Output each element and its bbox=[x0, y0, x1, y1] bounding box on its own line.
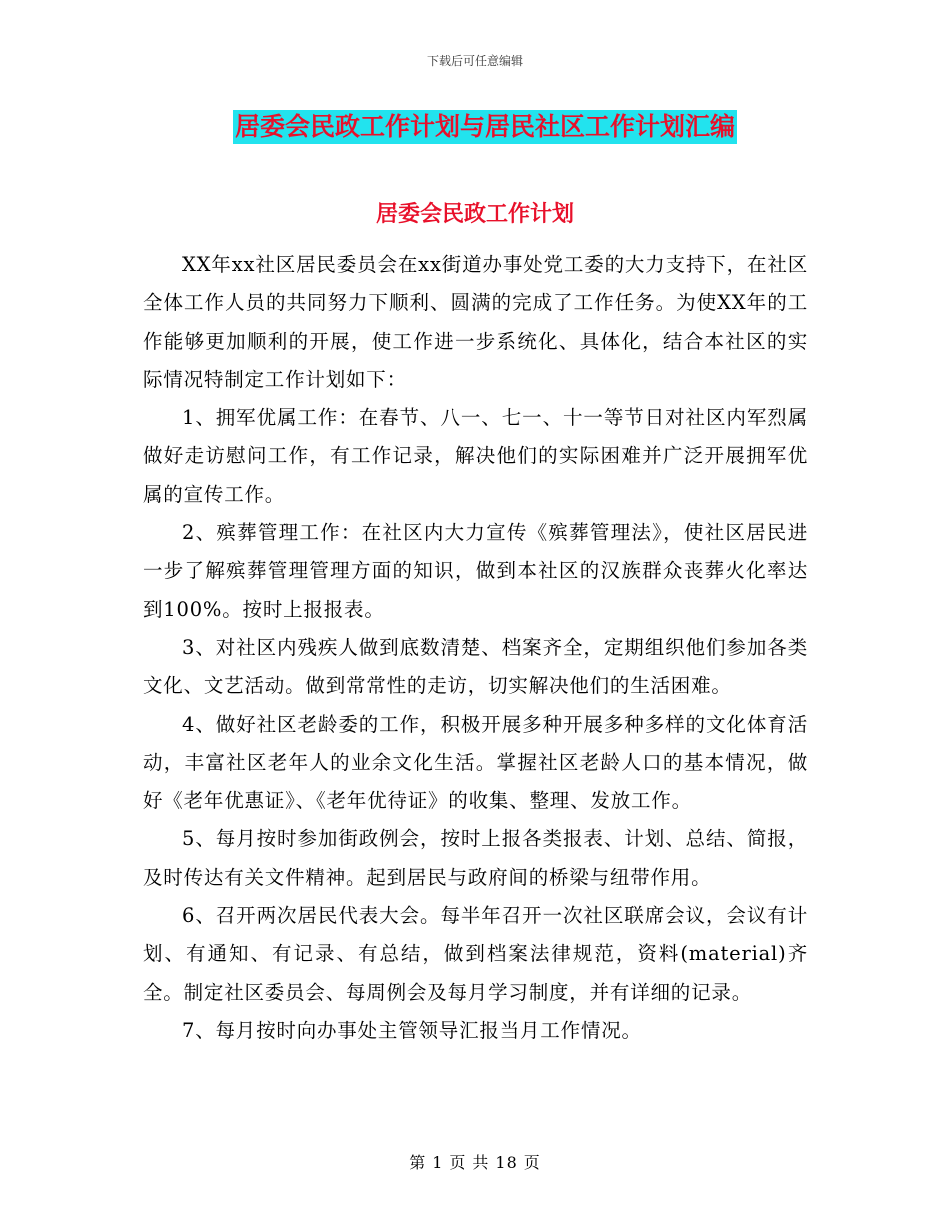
footer-total-unit: 页 bbox=[523, 1153, 541, 1172]
item-paragraph-1: 1、拥军优属工作：在春节、八一、七一、十一等节日对社区内军烈属做好走访慰问工作，有工作记录，解决他们的实际困难并广泛开展拥军优属的宣传工作。 bbox=[143, 406, 808, 506]
item-paragraph-2: 2、殡葬管理工作：在社区内大力宣传《殡葬管理法》，使社区居民进一步了解殡葬管理管理方面的知识，做到本社区的汉族群众丧葬火化率达到100%。按时上报报表。 bbox=[143, 521, 808, 621]
header-note: 下载后可任意编辑 bbox=[426, 54, 523, 68]
item-paragraph-5: 5、每月按时参加街政例会，按时上报各类报表、计划、总结、简报，及时传达有关文件精神。起到居民与政府间的桥梁与纽带作用。 bbox=[143, 827, 808, 889]
item-paragraph-7: 7、每月按时向办事处主管领导汇报当月工作情况。 bbox=[182, 1018, 642, 1042]
footer-current-page: 1 bbox=[432, 1153, 444, 1172]
footer-total-label: 共 bbox=[472, 1153, 490, 1172]
document-title: 居委会民政工作计划与居民社区工作计划汇编 bbox=[233, 110, 737, 144]
footer-total-pages: 18 bbox=[495, 1153, 518, 1172]
document-body bbox=[143, 246, 808, 1050]
section-title: 居委会民政工作计划 bbox=[375, 202, 574, 227]
intro-paragraph: XX年xx社区居民委员会在xx街道办事处党工委的大力支持下，在社区全体工作人员的共同努力下顺利、圆满的完成了工作任务。为使XX年的工作能够更加顺利的开展，使工作进一步系统化、具体化，结合本社区的实际情况特制定工作计划如下： bbox=[143, 253, 808, 391]
footer-page-unit: 页 bbox=[449, 1153, 467, 1172]
footer-page-label: 第 bbox=[409, 1153, 427, 1172]
item-paragraph-4: 4、做好社区老龄委的工作，积极开展多种开展多种多样的文化体育活动，丰富社区老年人的业余文化生活。掌握社区老龄人口的基本情况，做好《老年优惠证》、《老年优待证》的收集、整理、发放工作。 bbox=[143, 712, 808, 813]
page-footer bbox=[0, 1152, 950, 1174]
item-paragraph-6: 6、召开两次居民代表大会。每半年召开一次社区联席会议，会议有计划、有通知、有记录、有总结，做到档案法律规范，资料(material)齐全。制定社区委员会、每周例会及每月学习制度，并有详细的记录。 bbox=[143, 904, 808, 1004]
item-paragraph-3: 3、对社区内残疾人做到底数清楚、档案齐全，定期组织他们参加各类文化、文艺活动。做到常常性的走访，切实解决他们的生活困难。 bbox=[143, 635, 808, 698]
